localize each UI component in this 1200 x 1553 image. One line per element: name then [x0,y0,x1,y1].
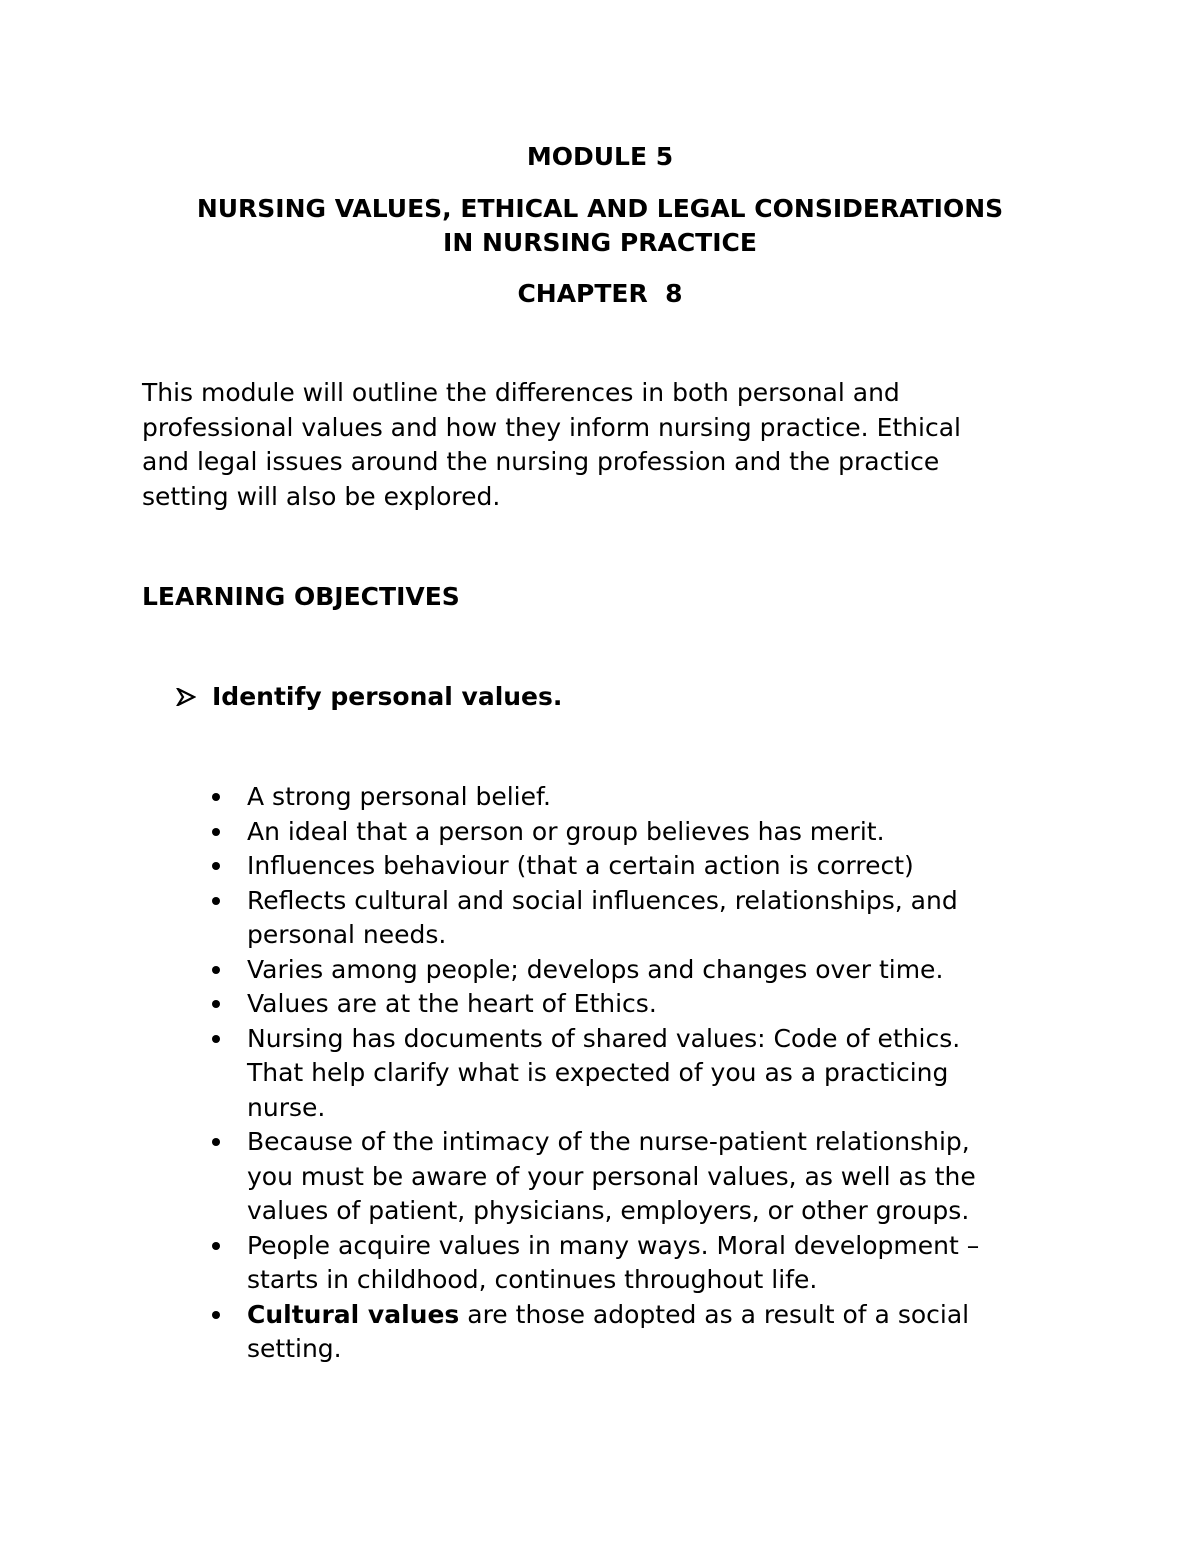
intro-line: professional values and how they inform nursing practice. Ethical [142,412,961,442]
bullet-icon [212,966,220,974]
bullet-icon [212,1000,220,1008]
list-item-text: Varies among people; develops and changes over time. [247,954,944,984]
list-item-text: People acquire values in many ways. Moral development – [247,1230,980,1260]
list-item [210,780,1070,815]
bullet-icon [212,897,220,905]
page-title [0,192,1200,260]
list-item-text: Influences behaviour (that a certain action is correct) [247,851,914,880]
learning-objectives-heading: LEARNING OBJECTIVES [142,582,460,611]
list-item [210,1298,1070,1367]
bullet-icon [212,793,220,801]
intro-line: and legal issues around the nursing profession and the practice [142,447,940,476]
objective-label: Identify personal values. [212,682,563,711]
objective-item [176,680,562,714]
bullet-icon [212,1242,220,1250]
list-item-text: That help clarify what is expected of you as a practicing [247,1058,949,1087]
list-item-text: Because of the intimacy of the nurse-patient relationship, [247,1127,970,1156]
module-title: MODULE 5 [526,142,674,171]
intro-paragraph [142,376,1062,514]
list-item [210,1125,1070,1229]
list-item-text: An ideal that a person or group believes has merit. [247,816,885,846]
intro-line: setting will also be explored. [142,481,501,511]
list-item-text-rest: are those adopted as a result of a social [459,1299,970,1329]
list-item-text [247,1298,1070,1333]
list-item [210,815,1070,850]
list-item-text: Values are at the heart of Ethics. [247,989,657,1018]
arrow-bullet-icon [176,680,212,714]
list-item [210,1022,1070,1126]
list-item [210,849,1070,884]
bullet-icon [212,862,220,870]
chapter-title: CHAPTER 8 [517,279,683,308]
list-item-text: you must be aware of your personal values, as well as the [247,1161,976,1191]
list-item [210,1229,1070,1298]
list-item-text: values of patient, physicians, employers, or other groups. [247,1196,970,1225]
values-bullet-list [210,780,1070,1367]
bullet-icon [212,1311,220,1319]
list-item-text: starts in childhood, continues throughout life. [247,1265,818,1294]
bullet-icon [212,1138,220,1146]
list-item-text: Nursing has documents of shared values: Code of ethics. [247,1023,961,1053]
list-item-text: nurse. [247,1092,326,1122]
bullet-icon [212,828,220,836]
list-item-text: setting. [247,1334,342,1363]
page-title-line-2: IN NURSING PRACTICE [443,228,757,257]
bullet-icon [212,1035,220,1043]
list-item-text: A strong personal belief. [247,782,551,811]
list-item [210,987,1070,1022]
list-item [210,953,1070,988]
list-item-text: Reflects cultural and social influences, relationships, and [247,885,958,915]
list-item-text: personal needs. [247,920,447,949]
page-title-line-1: NURSING VALUES, ETHICAL AND LEGAL CONSIDERATIONS [196,194,1004,223]
list-item [210,884,1070,953]
intro-line: This module will outline the differences in both personal and [142,378,900,407]
cultural-values-term: Cultural values [247,1299,460,1329]
